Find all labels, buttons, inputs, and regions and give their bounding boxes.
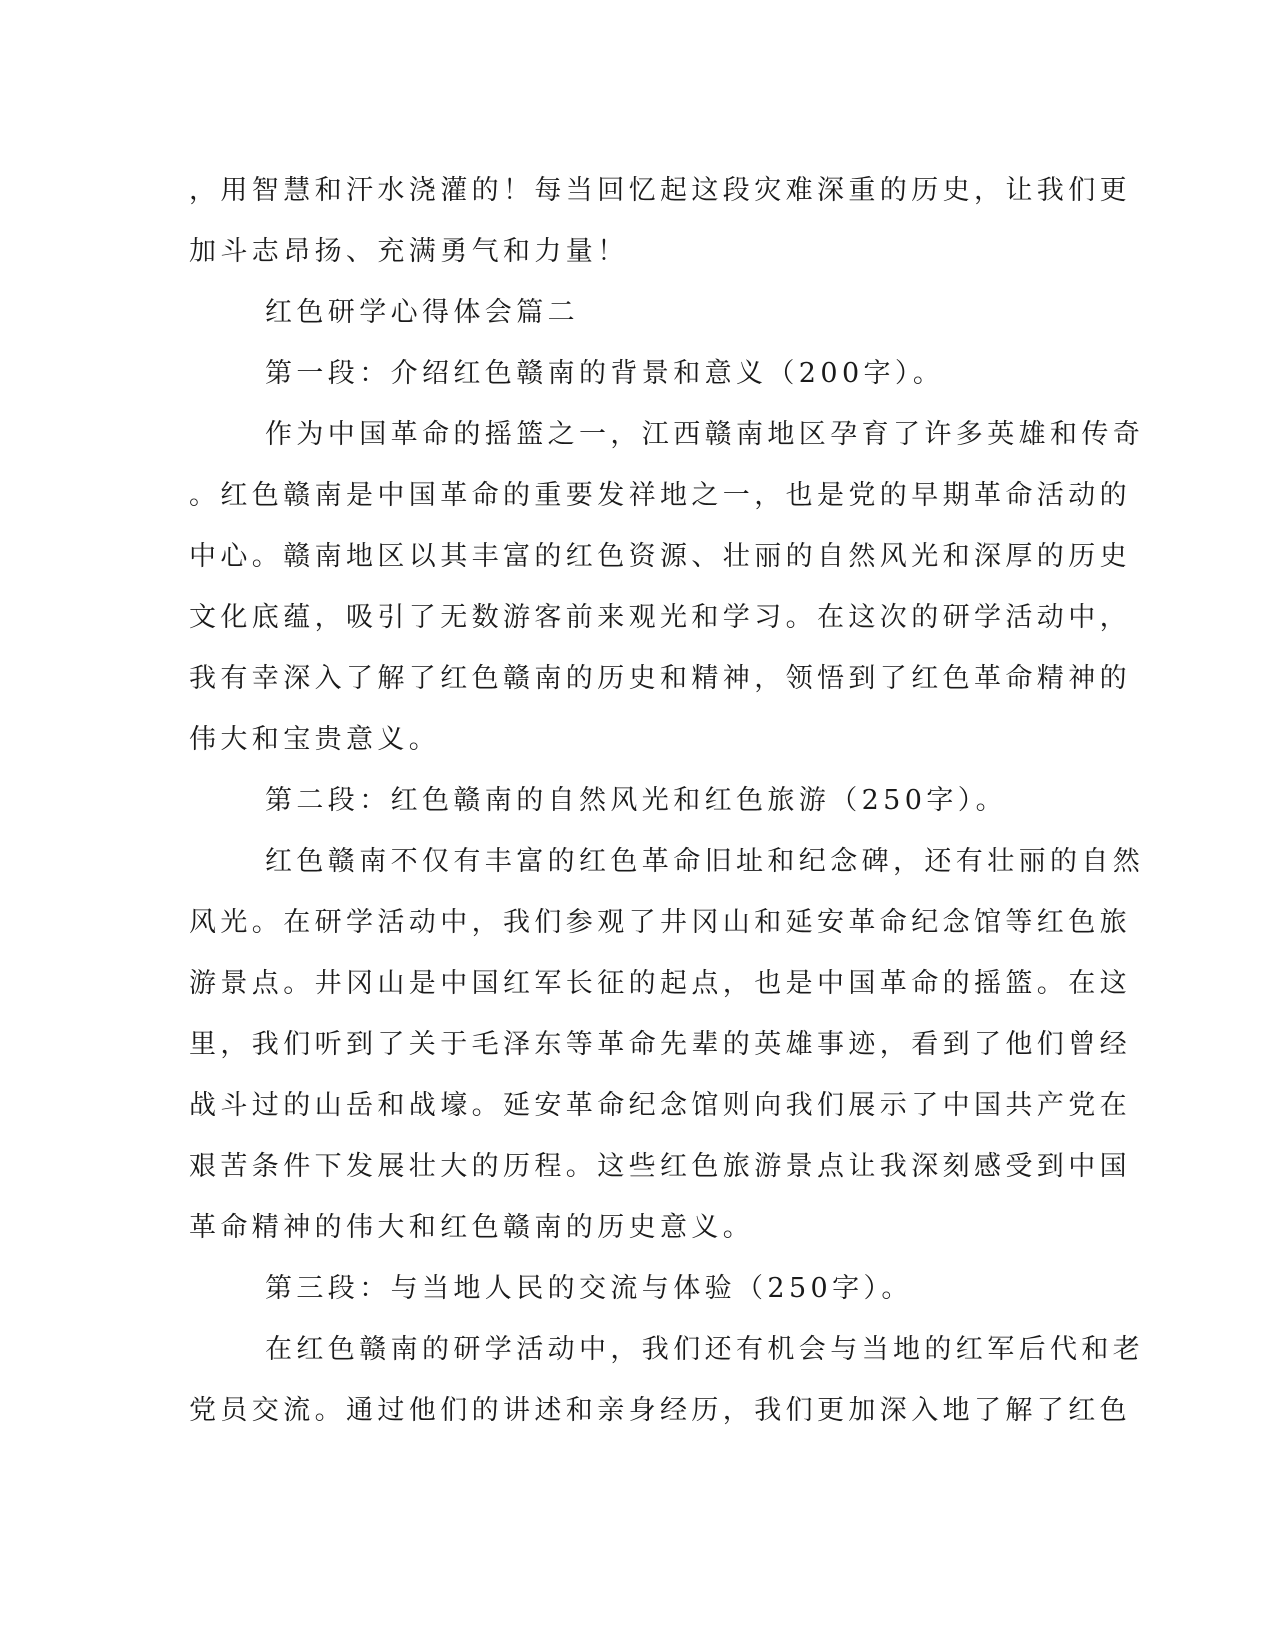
text-line-8: 文化底蕴，吸引了无数游客前来观光和学习。在这次的研学活动中， (189, 602, 1131, 633)
text-line-14: 游景点。井冈山是中国红军长征的起点，也是中国革命的摇篮。在这 (189, 968, 1131, 999)
text-line-21: 党员交流。通过他们的讲述和亲身经历，我们更加深入地了解了红色 (189, 1395, 1131, 1426)
text-line-2: 加斗志昂扬、充满勇气和力量！ (189, 236, 629, 267)
text-line-7: 中心。赣南地区以其丰富的红色资源、壮丽的自然风光和深厚的历史 (189, 541, 1131, 572)
text-line-6: 。红色赣南是中国革命的重要发祥地之一，也是党的早期革命活动的 (189, 480, 1131, 511)
text-line-20: 在红色赣南的研学活动中，我们还有机会与当地的红军后代和老 (265, 1334, 1145, 1365)
text-line-10: 伟大和宝贵意义。 (189, 724, 441, 755)
document-body (189, 160, 1145, 1441)
section-heading-3: 第三段：与当地人民的交流与体验（250字）。 (265, 1273, 913, 1304)
section-heading-2: 第二段：红色赣南的自然风光和红色旅游（250字）。 (265, 785, 1008, 816)
section-title: 红色研学心得体会篇二 (265, 297, 579, 328)
text-line-13: 风光。在研学活动中，我们参观了井冈山和延安革命纪念馆等红色旅 (189, 907, 1131, 938)
text-line-12: 红色赣南不仅有丰富的红色革命旧址和纪念碑，还有壮丽的自然 (265, 846, 1145, 877)
text-line-15: 里，我们听到了关于毛泽东等革命先辈的英雄事迹，看到了他们曾经 (189, 1029, 1131, 1060)
text-line-1: ，用智慧和汗水浇灌的！每当回忆起这段灾难深重的历史，让我们更 (189, 175, 1131, 206)
section-heading-1: 第一段：介绍红色赣南的背景和意义（200字）。 (265, 358, 945, 389)
text-line-18: 革命精神的伟大和红色赣南的历史意义。 (189, 1212, 755, 1243)
text-line-5: 作为中国革命的摇篮之一，江西赣南地区孕育了许多英雄和传奇 (265, 419, 1145, 450)
text-line-9: 我有幸深入了解了红色赣南的历史和精神，领悟到了红色革命精神的 (189, 663, 1131, 694)
text-line-17: 艰苦条件下发展壮大的历程。这些红色旅游景点让我深刻感受到中国 (189, 1151, 1131, 1182)
text-line-16: 战斗过的山岳和战壕。延安革命纪念馆则向我们展示了中国共产党在 (189, 1090, 1131, 1121)
